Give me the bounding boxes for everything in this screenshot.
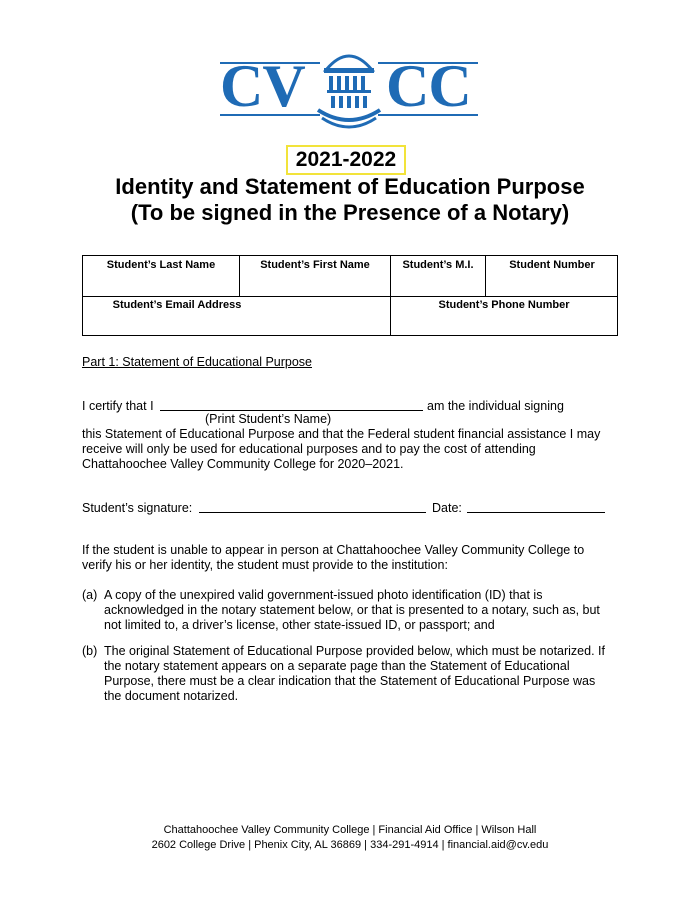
student-number-field[interactable]: Student Number [509,259,595,271]
certify-suffix: am the individual signing [427,399,564,413]
item-b-text: the document notarized. [104,689,239,703]
last-name-field[interactable]: Student’s Last Name [106,259,216,271]
date-line[interactable] [467,512,605,513]
signature-line[interactable] [199,512,426,513]
form-title: Identity and Statement of Education Purpose [115,174,585,199]
statement-text: receive will only be used for educational purposes and to pay the cost of attending [82,442,536,456]
middle-initial-field[interactable]: Student’s M.I. [402,259,474,271]
print-name-caption: (Print Student’s Name) [205,412,332,426]
logo-text-cc: CC [386,53,471,119]
table-divider [83,296,617,297]
rotunda-building-icon [314,40,384,130]
item-b-text: The original Statement of Educational Purpose provided below, which must be notarized. If [104,644,605,658]
signature-label: Student’s signature: [82,501,193,515]
item-b-text: Purpose, there must be a clear indication that the Statement of Educational Purpose was [104,674,596,688]
statement-text: Chattahoochee Valley Community College for 2020–2021. [82,457,404,471]
form-year: 2021-2022 [286,145,406,175]
footer-line: Chattahoochee Valley Community College | Financial Aid Office | Wilson Hall [163,824,537,836]
college-logo [218,40,480,130]
logo-text-cv: CV [220,53,305,119]
footer-line: 2602 College Drive | Phenix City, AL 36869 | 334-291-4914 | financial.aid@cv.edu [151,839,549,851]
item-a-text: not limited to, a driver’s license, other state-issued ID, or passport; and [104,618,495,632]
item-a-text: A copy of the unexpired valid government-issued photo identification (ID) that is [104,588,543,602]
instructions-intro: verify his or her identity, the student must provide to the institution: [82,558,448,572]
item-a-marker: (a) [82,588,98,602]
form-subtitle: (To be signed in the Presence of a Notary) [130,200,570,225]
item-b-text: the notary statement appears on a separate page than the Statement of Educational [104,659,570,673]
date-label: Date: [432,501,462,515]
statement-text: this Statement of Educational Purpose and that the Federal student financial assistance I may [82,427,601,441]
phone-field[interactable]: Student’s Phone Number [438,299,570,311]
certify-prefix: I certify that I [82,399,154,413]
item-b-marker: (b) [82,644,98,658]
email-field[interactable]: Student’s Email Address [112,299,242,311]
student-info-table [82,255,618,336]
instructions-intro: If the student is unable to appear in person at Chattahoochee Valley Community College to [82,543,585,557]
first-name-field[interactable]: Student’s First Name [260,259,370,271]
item-a-text: acknowledged in the notary statement below, or that is presented to a notary, such as, but [104,603,600,617]
part1-heading: Part 1: Statement of Educational Purpose [82,355,312,369]
